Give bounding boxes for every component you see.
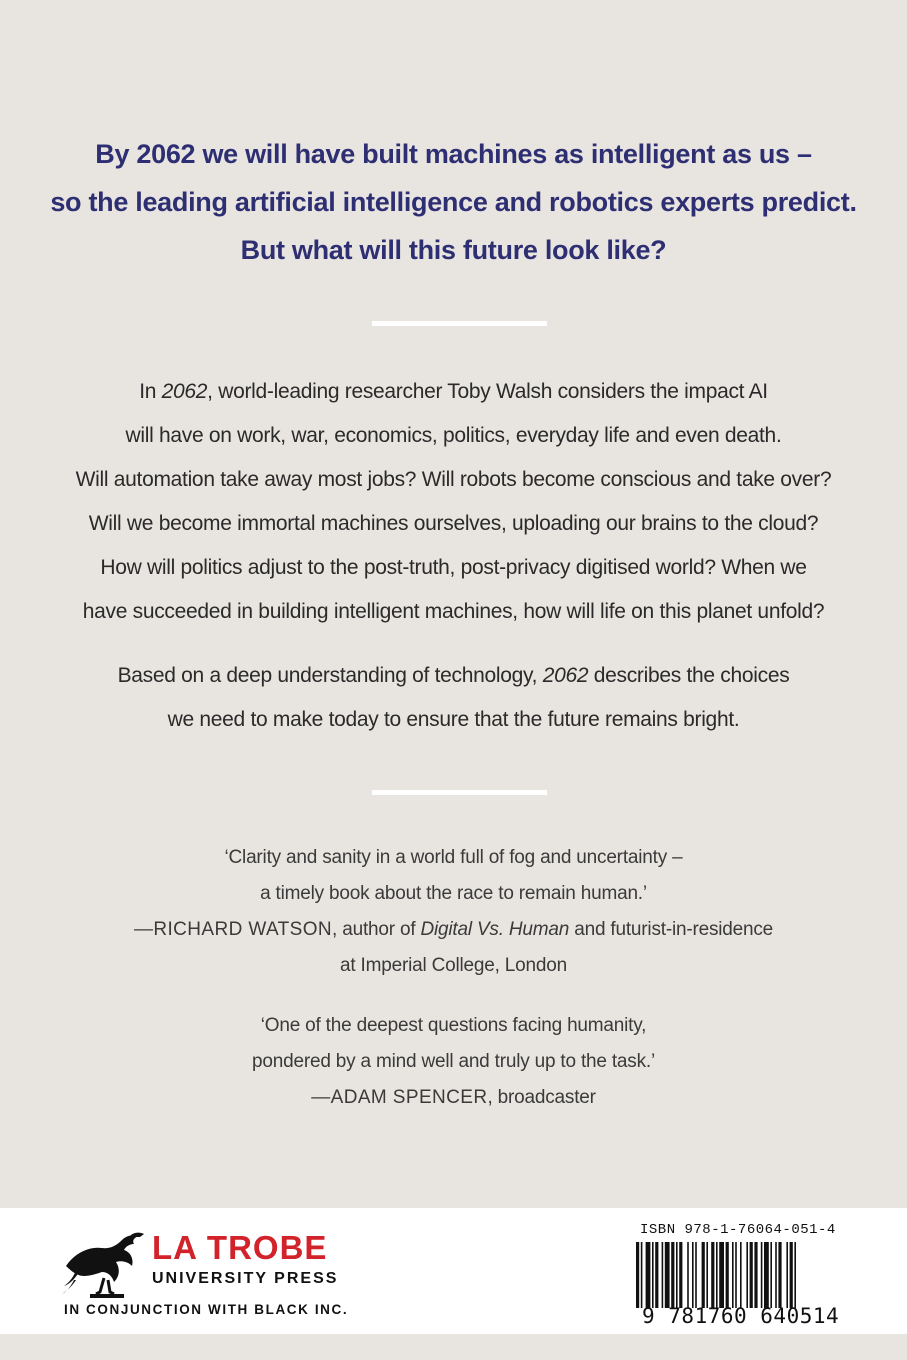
barcode-bar	[652, 1242, 654, 1308]
blurb-line: we need to make today to ensure that the future remains bright.	[167, 708, 740, 731]
barcode-bar	[646, 1242, 651, 1308]
barcode-bar	[702, 1242, 705, 1308]
book-title: 2062	[542, 664, 589, 687]
divider-bottom	[372, 790, 547, 795]
quote-line: ‘Clarity and sanity in a world full of fog and uncertainty –	[224, 847, 683, 868]
headline-line: But what will this future look like?	[240, 235, 667, 265]
quote-attribution	[60, 1080, 847, 1116]
book-title: 2062	[161, 380, 208, 403]
endorsements	[60, 840, 847, 1116]
barcode-bar	[641, 1242, 643, 1308]
quote-attribution	[60, 912, 847, 948]
barcode-bar	[790, 1242, 793, 1308]
blurb-text: , world-leading researcher Toby Walsh considers the impact AI	[207, 380, 768, 403]
headline-line: By 2062 we will have built machines as intelligent as us –	[95, 139, 812, 169]
blurb-paragraph-1	[30, 370, 877, 634]
blurb-text: describes the choices	[588, 664, 790, 687]
blurb-line	[30, 654, 877, 698]
blurb-line: Will automation take away most jobs? Will robots become conscious and take over?	[75, 468, 832, 491]
headline	[40, 130, 867, 274]
barcode-bar	[735, 1242, 737, 1308]
barcode-digits: 9 781760 640514	[642, 1304, 840, 1328]
barcode-bar	[761, 1242, 763, 1308]
quote-line: pondered by a mind well and truly up to the task.’	[252, 1051, 655, 1072]
barcode-bar	[716, 1242, 718, 1308]
blurb-text: Based on a deep understanding of technology,	[117, 664, 543, 687]
divider-top	[372, 321, 547, 326]
barcode-bar	[706, 1242, 708, 1308]
publisher-footer	[0, 1208, 907, 1334]
author-name: —RICHARD WATSON	[133, 919, 333, 940]
attribution-text: and futurist-in-residence	[569, 919, 774, 940]
barcode-bar	[750, 1242, 753, 1308]
cited-book-title: Digital Vs. Human	[420, 919, 570, 940]
blurb-paragraph-2	[30, 654, 877, 742]
barcode-bar	[770, 1242, 772, 1308]
blurb	[30, 370, 877, 742]
barcode-bar	[778, 1242, 781, 1308]
barcode-bar	[719, 1242, 724, 1308]
publisher-conjunction: IN CONJUNCTION WITH BLACK INC.	[64, 1302, 349, 1317]
barcode-bar	[665, 1242, 670, 1308]
quote-line: ‘One of the deepest questions facing humanity,	[260, 1015, 647, 1036]
isbn-label: ISBN 978-1-76064-051-4	[640, 1222, 836, 1238]
blurb-line: have succeeded in building intelligent machines, how will life on this planet unfold?	[82, 600, 825, 623]
barcode-bar	[636, 1242, 639, 1308]
blurb-line: will have on work, war, economics, politics, everyday life and even death.	[125, 424, 782, 447]
barcode-bar	[726, 1242, 729, 1308]
barcode-bar	[746, 1242, 748, 1308]
endorsement-1	[60, 840, 847, 984]
barcode-bar	[740, 1242, 742, 1308]
barcode-bar	[662, 1242, 664, 1308]
blurb-line: Will we become immortal machines ourselves, uploading our brains to the cloud?	[88, 512, 819, 535]
barcode-bar	[687, 1242, 689, 1308]
barcode-bar	[655, 1242, 658, 1308]
quote-attribution-line: at Imperial College, London	[340, 955, 567, 976]
blurb-line	[30, 370, 877, 414]
barcode-bar	[786, 1242, 788, 1308]
publisher-name: LA TROBE	[152, 1229, 328, 1266]
publisher-subname: UNIVERSITY PRESS	[152, 1270, 339, 1287]
barcode	[636, 1242, 844, 1308]
barcode-bar	[732, 1242, 734, 1308]
barcode-bar	[754, 1242, 757, 1308]
barcode-bar	[671, 1242, 674, 1308]
bottom-margin	[0, 1334, 907, 1360]
barcode-bar	[695, 1242, 697, 1308]
barcode-bar	[764, 1242, 769, 1308]
attribution-text: , broadcaster	[487, 1087, 596, 1108]
barcode-bar	[679, 1242, 682, 1308]
barcode-bar	[794, 1242, 796, 1308]
headline-line: so the leading artificial intelligence and robotics experts predict.	[50, 187, 857, 217]
barcode-bar	[775, 1242, 777, 1308]
quote-line: a timely book about the race to remain human.’	[260, 883, 647, 904]
eagle-icon	[60, 1224, 148, 1304]
barcode-bar	[711, 1242, 714, 1308]
blurb-line: How will politics adjust to the post-truth, post-privacy digitised world? When we	[100, 556, 807, 579]
blurb-text: In	[139, 380, 162, 403]
barcode-bar	[676, 1242, 678, 1308]
barcode-bar	[692, 1242, 694, 1308]
author-name: —ADAM SPENCER	[311, 1087, 488, 1108]
attribution-text: , author of	[332, 919, 421, 940]
endorsement-2	[60, 1008, 847, 1116]
